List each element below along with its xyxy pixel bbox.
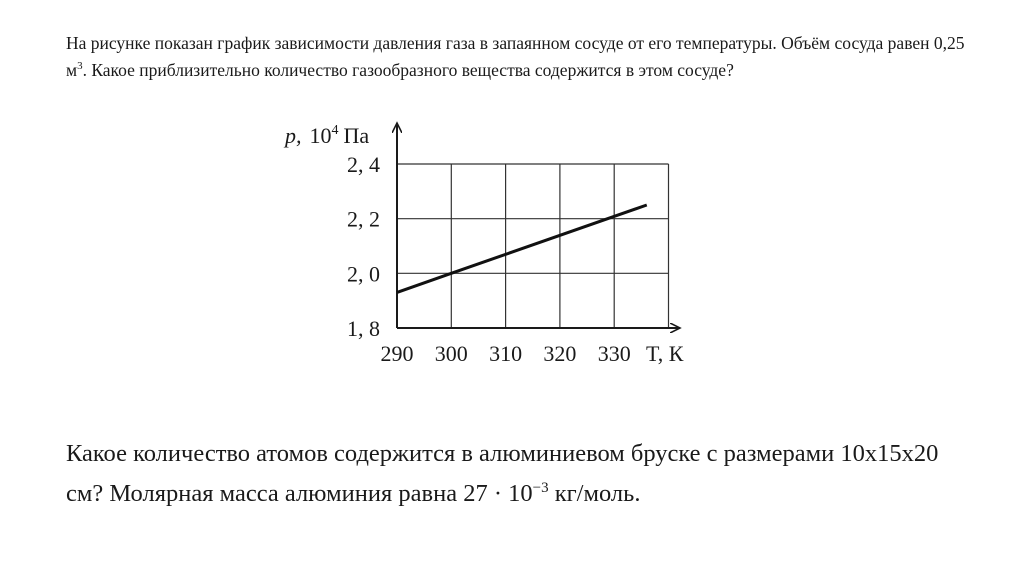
y-axis-unit-name: Па bbox=[343, 123, 370, 148]
x-tick-label: 290 bbox=[380, 341, 414, 366]
x-tick-label: 320 bbox=[543, 341, 577, 366]
y-axis-label bbox=[283, 123, 369, 148]
x-tick-label: 310 bbox=[489, 341, 523, 366]
math-base: 27 · 10 bbox=[463, 480, 533, 508]
question-2-part-a: Какое количество атомов содержится в алюминиевом бруске с размерами 10x15x20 см? Молярная масса алюминия равна bbox=[66, 440, 939, 508]
math-exponent: −3 bbox=[532, 480, 549, 496]
y-axis-unit-exp: 4 bbox=[331, 123, 339, 138]
question-2-end: . bbox=[634, 480, 641, 508]
y-axis-symbol: p, bbox=[285, 123, 302, 148]
y-tick-label: 2, 4 bbox=[347, 152, 380, 177]
x-tick-label: 330 bbox=[597, 341, 631, 366]
y-tick-label: 2, 0 bbox=[347, 261, 380, 287]
question-1-part-a: На рисунке показан график зависимости давления газа в запаянном сосуде от его температуры. Объём сосуда равен 0,25 м bbox=[66, 33, 965, 80]
y-axis-unit-base: 10 bbox=[309, 123, 332, 148]
x-tick-label: 300 bbox=[434, 341, 468, 366]
y-tick-label: 1, 8 bbox=[347, 316, 380, 341]
math-expression bbox=[463, 480, 634, 507]
question-1-superscript: 3 bbox=[77, 60, 83, 72]
question-1-part-b: . Какое приблизительно количество газообразного вещества содержится в этом сосуде? bbox=[82, 59, 734, 80]
math-unit: кг/моль bbox=[548, 480, 635, 508]
y-tick-label: 2, 2 bbox=[347, 206, 380, 232]
x-axis-label: T, К bbox=[646, 341, 684, 366]
question-2-text bbox=[66, 437, 966, 511]
